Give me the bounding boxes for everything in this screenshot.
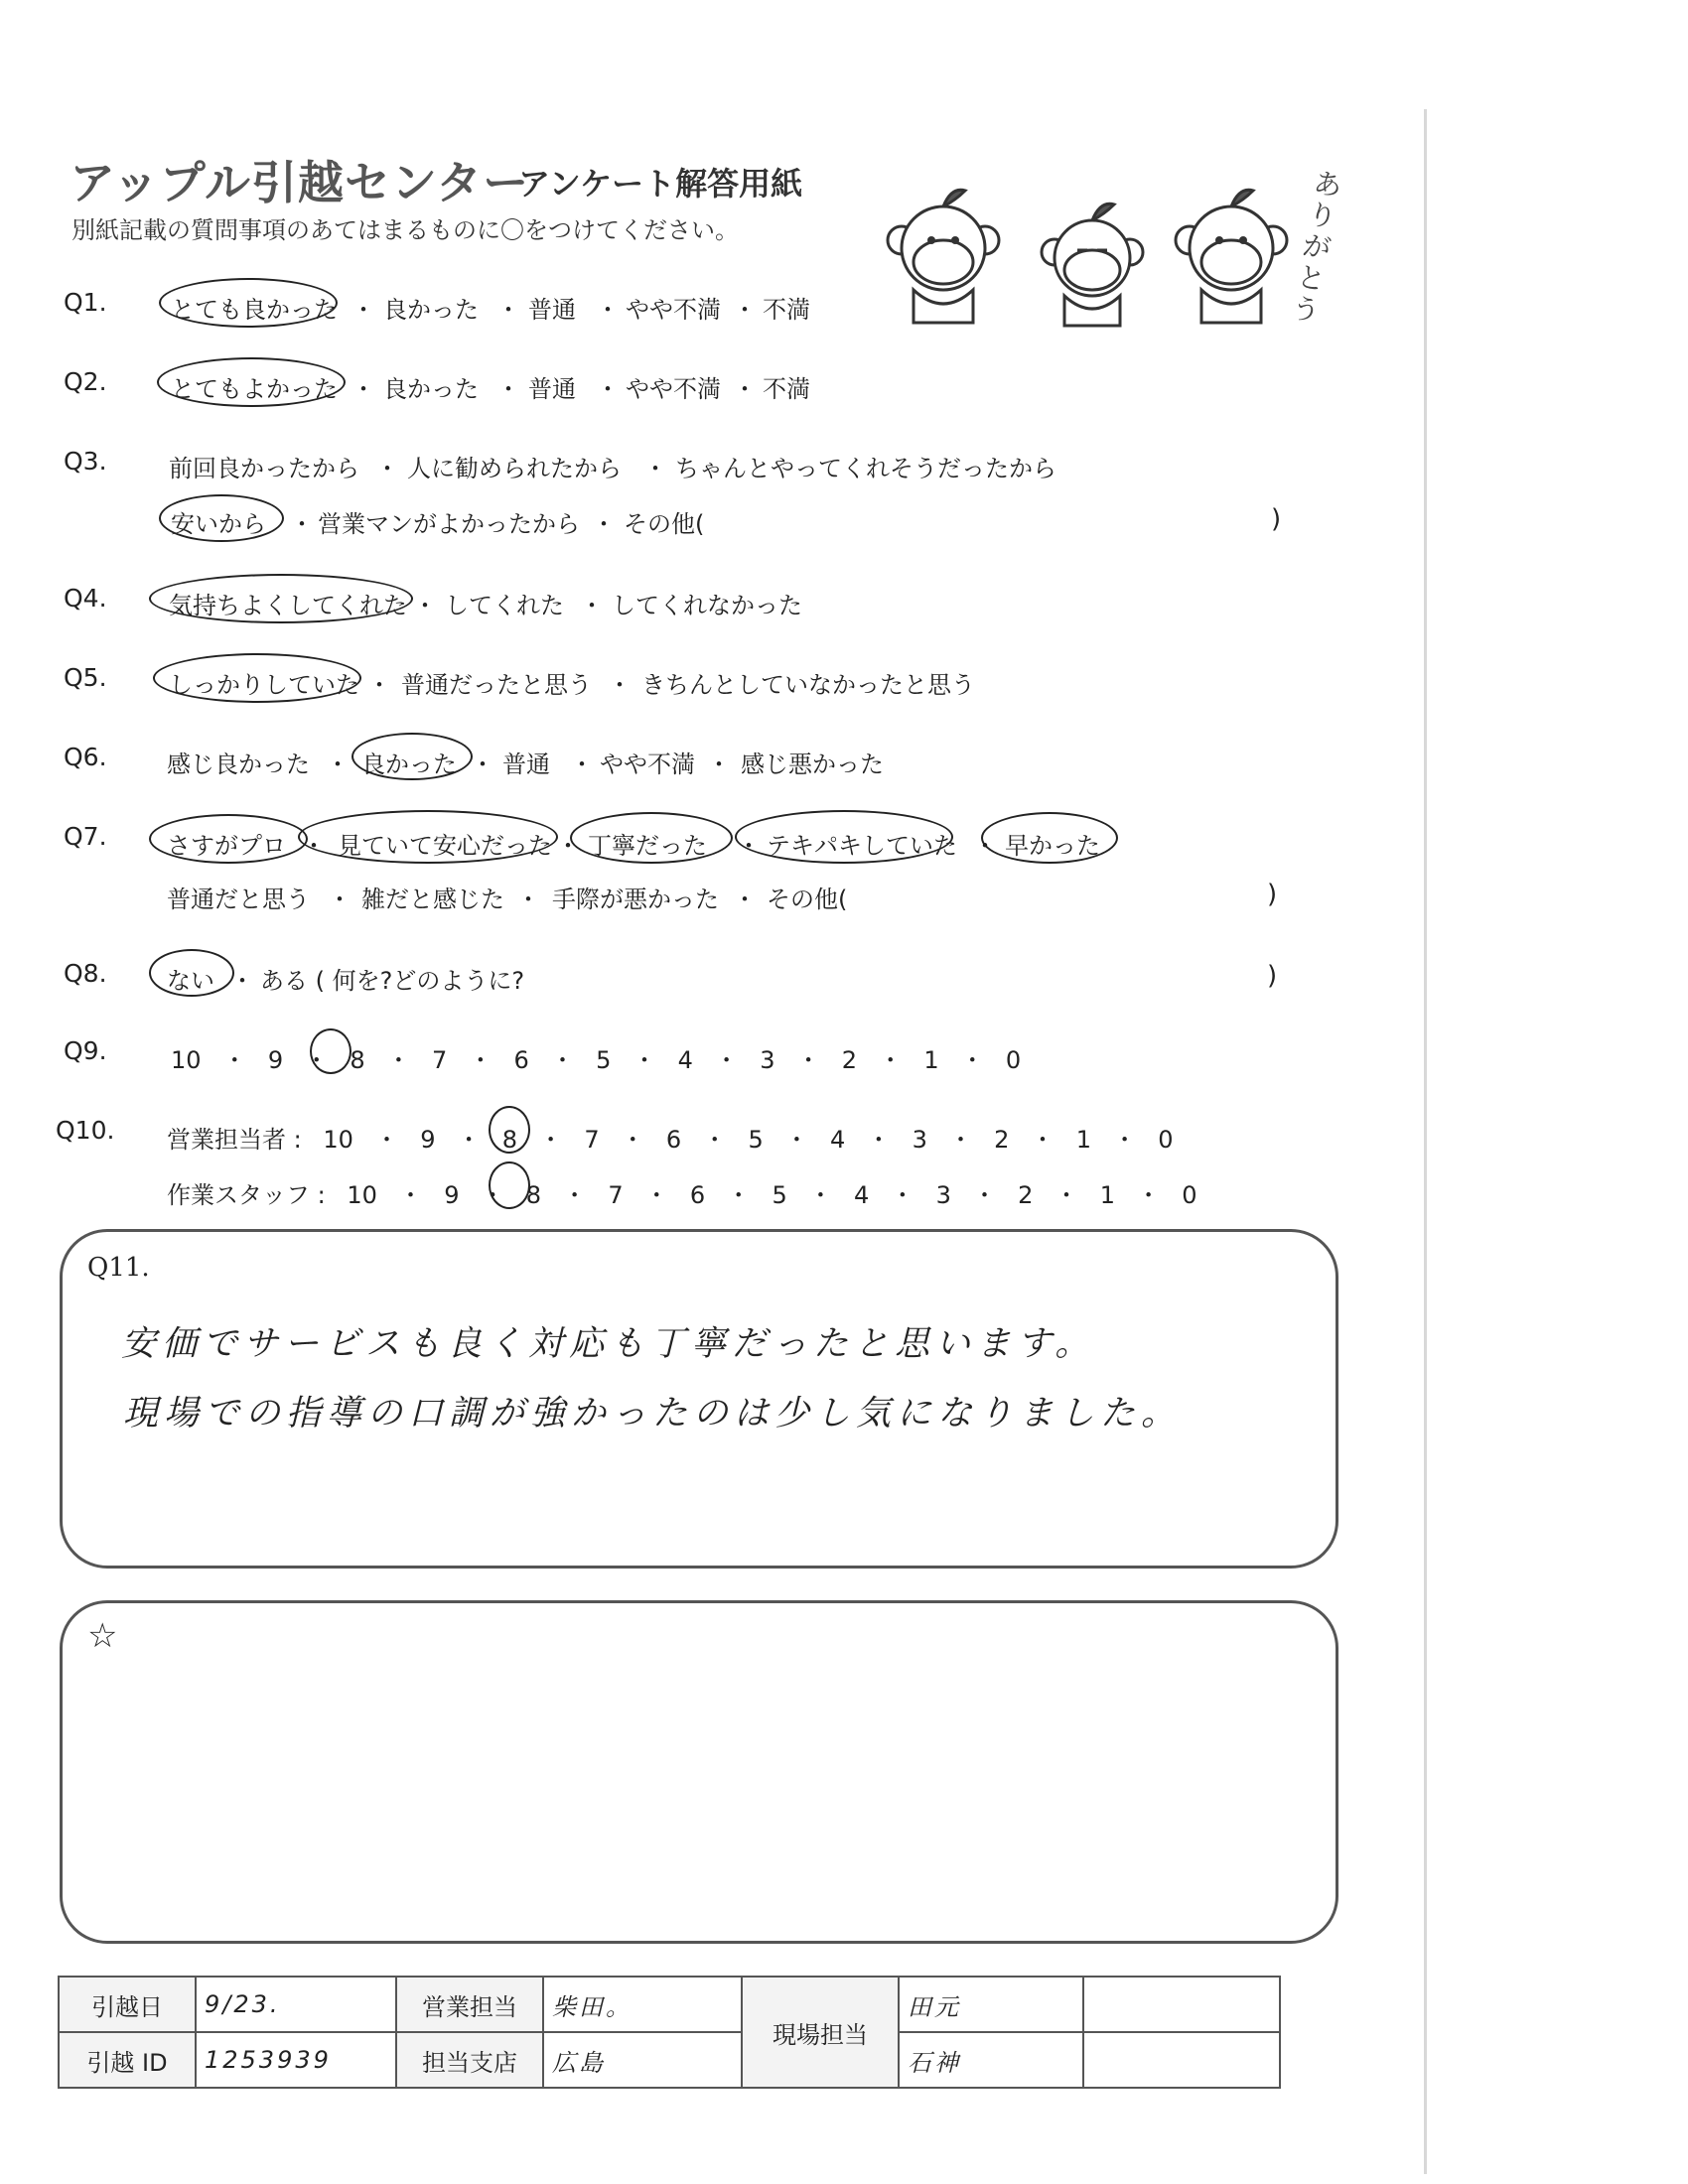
q10-staff-value-4[interactable]: 4 (854, 1181, 870, 1209)
site-value-2[interactable]: 石神 (899, 2032, 1083, 2088)
q6-dot: ・ (326, 751, 350, 778)
q1-label: Q1. (64, 288, 107, 317)
q2-option-3[interactable]: 普通 (528, 375, 576, 403)
q5-option-2[interactable]: 普通だったと思う (401, 671, 592, 699)
q3-option-6[interactable]: その他( (624, 510, 705, 538)
q7-selected-circle-1 (149, 814, 308, 864)
q4-label: Q4. (64, 584, 107, 613)
q4-option-2[interactable]: してくれた (445, 592, 564, 619)
q2-dot: ・ (496, 375, 520, 403)
q1-option-3[interactable]: 普通 (528, 296, 576, 324)
q2-dot: ・ (596, 375, 620, 403)
q9-dot: ・ (550, 1046, 575, 1074)
q7-option-3[interactable]: 丁寧だった (588, 832, 707, 860)
q9-dot: ・ (633, 1046, 656, 1074)
q4-dot: ・ (580, 592, 604, 619)
q10-dot: ・ (808, 1181, 833, 1209)
q2-dot: ・ (733, 375, 757, 403)
q7-dot: ・ (737, 832, 761, 860)
q6-option-1[interactable]: 感じ良かった (167, 751, 310, 778)
q10-sales-selected-circle (489, 1106, 530, 1154)
q6-option-5[interactable]: 感じ悪かった (741, 751, 884, 778)
q1-dot: ・ (596, 296, 620, 324)
q2-option-4[interactable]: やや不満 (626, 375, 721, 403)
q10-sales-value-6[interactable]: 6 (665, 1126, 682, 1154)
q6-selected-circle (352, 733, 473, 780)
q9-value-3[interactable]: 3 (760, 1046, 775, 1074)
company-title: アップル引越センター (70, 156, 530, 209)
q7-option-6[interactable]: 普通だと思う (167, 886, 310, 913)
q10-staff-value-9[interactable]: 9 (444, 1181, 460, 1209)
q10-dot: ・ (866, 1126, 891, 1154)
branch-value[interactable]: 広島 (543, 2032, 742, 2088)
q9-value-7[interactable]: 7 (431, 1046, 448, 1074)
q3-option-1[interactable]: 前回良かったから (169, 455, 359, 482)
q9-value-8[interactable]: 8 (350, 1046, 365, 1074)
q9-value-6[interactable]: 6 (513, 1046, 529, 1074)
q8-close-paren: ) (1267, 961, 1278, 991)
q9-selected-circle (310, 1028, 352, 1074)
branch-label: 担当支店 (396, 2032, 543, 2088)
q6-label: Q6. (64, 743, 107, 771)
q3-dot: ・ (375, 455, 399, 482)
q10-dot: ・ (784, 1126, 809, 1154)
q10-dot: ・ (1112, 1126, 1137, 1154)
q7-dot: ・ (328, 886, 352, 913)
q7-selected-circle-2 (298, 810, 558, 864)
q11-comment-line-2: 現場での指導の口調が強かったのは少し気になりました。 (123, 1394, 1183, 1433)
q10-sales-label: 営業担当者 : (167, 1126, 302, 1154)
q9-dot: ・ (304, 1046, 329, 1074)
q10-dot: ・ (702, 1126, 727, 1154)
q3-dot: ・ (643, 455, 667, 482)
site-extra-cell-1[interactable] (1083, 1977, 1280, 2032)
q5-option-3[interactable]: きちんとしていなかったと思う (641, 671, 975, 699)
move-date-value[interactable]: 9/23. (196, 1977, 396, 2032)
q7-selected-circle-3 (570, 812, 733, 864)
q10-sales-value-3[interactable]: 3 (912, 1126, 927, 1154)
q3-option-5[interactable]: 営業マンがよかったから (318, 510, 580, 538)
q10-dot: ・ (1136, 1181, 1161, 1209)
q7-selected-circle-5 (981, 812, 1118, 864)
q9-dot: ・ (222, 1046, 247, 1074)
q4-option-1[interactable]: 気持ちよくしてくれた (169, 592, 407, 619)
q3-dot: ・ (592, 510, 616, 538)
site-extra-cell-2[interactable] (1083, 2032, 1280, 2088)
q10-staff-value-1[interactable]: 1 (1099, 1181, 1115, 1209)
q2-label: Q2. (64, 367, 107, 396)
q10-dot: ・ (1055, 1181, 1079, 1209)
q1-option-1[interactable]: とても良かった (171, 296, 338, 324)
site-value-1[interactable]: 田元 (899, 1977, 1083, 2032)
q4-dot: ・ (413, 592, 437, 619)
q2-dot: ・ (352, 375, 375, 403)
q1-option-4[interactable]: やや不満 (626, 296, 721, 324)
q10-sales-value-8[interactable]: 8 (501, 1126, 518, 1154)
q7-dot: ・ (556, 832, 580, 860)
q10-dot: ・ (644, 1181, 669, 1209)
q10-staff-row[interactable] (167, 1175, 1211, 1210)
q7-dot: ・ (516, 886, 540, 913)
q10-dot: ・ (562, 1181, 587, 1209)
q11-comment-line-1: 安価でサービスも良く対応も丁寧だったと思います。 (121, 1324, 1096, 1364)
q10-staff-value-5[interactable]: 5 (772, 1181, 787, 1209)
q7-option-2[interactable]: 見ていて安心だった (338, 832, 552, 860)
q3-label: Q3. (64, 447, 107, 476)
q10-staff-value-8[interactable]: 8 (525, 1181, 542, 1209)
free-comment-box[interactable] (60, 1600, 1338, 1944)
q1-dot: ・ (496, 296, 520, 324)
q6-dot: ・ (471, 751, 494, 778)
q8-option-1[interactable]: ない (167, 967, 214, 995)
star-icon: ☆ (87, 1616, 118, 1656)
footer-info-table (58, 1976, 1281, 2089)
q10-sales-value-2[interactable]: 2 (994, 1126, 1010, 1154)
q1-dot: ・ (352, 296, 375, 324)
move-date-label: 引越日 (59, 1977, 196, 2032)
q1-dot: ・ (733, 296, 757, 324)
q10-dot: ・ (481, 1181, 505, 1209)
paper-edge (1424, 109, 1437, 2174)
q8-selected-circle (149, 949, 234, 997)
q10-staff-selected-circle (489, 1161, 530, 1209)
q3-option-2[interactable]: 人に勧められたから (407, 455, 622, 482)
q10-dot: ・ (726, 1181, 751, 1209)
q10-dot: ・ (538, 1126, 563, 1154)
q7-dot: ・ (302, 832, 326, 860)
q10-dot: ・ (890, 1181, 914, 1209)
q10-sales-value-1[interactable]: 1 (1075, 1126, 1091, 1154)
form-subtitle: アンケート解答用紙 (518, 165, 803, 203)
q2-option-2[interactable]: 良かった (383, 375, 479, 403)
q6-option-2[interactable]: 良かった (361, 751, 457, 778)
q9-label: Q9. (64, 1036, 107, 1065)
q6-dot: ・ (570, 751, 594, 778)
q7-option-7[interactable]: 雑だと感じた (361, 886, 504, 913)
q6-dot: ・ (707, 751, 731, 778)
q8-dot: ・ (230, 967, 254, 995)
q10-staff-value-6[interactable]: 6 (689, 1181, 706, 1209)
q10-staff-value-10[interactable]: 10 (347, 1181, 377, 1209)
q1-option-2[interactable]: 良かった (383, 296, 479, 324)
q7-option-1[interactable]: さすがプロ (167, 832, 286, 860)
q10-staff-value-3[interactable]: 3 (935, 1181, 951, 1209)
q10-dot: ・ (374, 1126, 399, 1154)
sales-label: 営業担当 (396, 1977, 543, 2032)
q9-dot: ・ (796, 1046, 821, 1074)
q5-label: Q5. (64, 663, 107, 692)
q2-option-1[interactable]: とてもよかった (171, 375, 338, 403)
monkey-mascots-illustration (874, 159, 1311, 338)
q6-option-3[interactable]: 普通 (502, 751, 550, 778)
q3-option-3[interactable]: ちゃんとやってくれそうだったから (675, 455, 1056, 482)
q10-sales-value-7[interactable]: 7 (584, 1126, 600, 1154)
q10-dot: ・ (948, 1126, 973, 1154)
q7-label: Q7. (64, 822, 107, 851)
q9-dot: ・ (714, 1046, 739, 1074)
q3-option-4[interactable]: 安いから (171, 510, 266, 538)
q10-sales-value-9[interactable]: 9 (420, 1126, 436, 1154)
q5-dot: ・ (608, 671, 632, 699)
q3-selected-circle (159, 494, 284, 542)
q2-option-5[interactable]: 不満 (763, 375, 810, 403)
sales-value[interactable]: 柴田。 (543, 1977, 742, 2032)
q10-staff-label: 作業スタッフ : (167, 1181, 326, 1209)
q10-sales-value-0[interactable]: 0 (1158, 1126, 1174, 1154)
q4-option-3[interactable]: してくれなかった (612, 592, 802, 619)
q8-label: Q8. (64, 959, 107, 988)
q7-dot: ・ (973, 832, 997, 860)
q11-label: Q11. (87, 1253, 150, 1283)
q10-dot: ・ (457, 1126, 482, 1154)
q9-value-2[interactable]: 2 (841, 1046, 858, 1074)
q9-value-4[interactable]: 4 (677, 1046, 693, 1074)
q10-staff-value-0[interactable]: 0 (1182, 1181, 1197, 1209)
q5-option-1[interactable]: しっかりしていた (169, 671, 359, 699)
q9-value-1[interactable]: 1 (923, 1046, 939, 1074)
q10-sales-row[interactable] (167, 1120, 1188, 1155)
q9-dot: ・ (468, 1046, 492, 1074)
q6-option-4[interactable]: やや不満 (600, 751, 695, 778)
q10-sales-value-5[interactable]: 5 (748, 1126, 764, 1154)
q9-dot: ・ (386, 1046, 411, 1074)
q10-sales-value-10[interactable]: 10 (323, 1126, 353, 1154)
q8-option-2[interactable]: ある ( 何を?どのように? (260, 967, 525, 995)
thanks-text: ありがとう (1289, 166, 1344, 329)
q10-sales-value-4[interactable]: 4 (830, 1126, 846, 1154)
q7-option-4[interactable]: テキパキしていた (767, 832, 957, 860)
q1-selected-circle (159, 278, 338, 328)
q7-option-5[interactable]: 早かった (1005, 832, 1100, 860)
q10-label: Q10. (56, 1116, 115, 1145)
q10-staff-value-2[interactable]: 2 (1018, 1181, 1034, 1209)
q9-value-9[interactable]: 9 (267, 1046, 284, 1074)
site-label: 現場担当 (742, 1977, 899, 2088)
q7-dot: ・ (733, 886, 757, 913)
q10-dot: ・ (398, 1181, 423, 1209)
move-id-value[interactable]: 1253939 (196, 2032, 396, 2088)
q3-close-paren: ) (1271, 504, 1282, 534)
q7-option-8[interactable]: 手際が悪かった (552, 886, 719, 913)
q9-value-10[interactable]: 10 (171, 1046, 202, 1074)
q9-value-5[interactable]: 5 (596, 1046, 612, 1074)
instruction-text: 別紙記載の質問事項のあてはまるものに〇をつけてください。 (71, 216, 739, 244)
q10-dot: ・ (972, 1181, 997, 1209)
q10-staff-value-7[interactable]: 7 (608, 1181, 624, 1209)
q4-selected-circle (149, 574, 413, 623)
q2-selected-circle (157, 357, 346, 407)
q1-option-5[interactable]: 不満 (763, 296, 810, 324)
q9-scale[interactable] (171, 1040, 1035, 1075)
q9-value-0[interactable]: 0 (1005, 1046, 1022, 1074)
q9-dot: ・ (960, 1046, 985, 1074)
q7-selected-circle-4 (735, 810, 953, 864)
q9-dot: ・ (878, 1046, 903, 1074)
q7-option-9[interactable]: その他( (767, 886, 848, 913)
q10-dot: ・ (1031, 1126, 1055, 1154)
move-id-label: 引越 ID (59, 2032, 196, 2088)
q5-dot: ・ (367, 671, 391, 699)
q7-close-paren: ) (1267, 880, 1278, 909)
q3-dot: ・ (290, 510, 314, 538)
q5-selected-circle (153, 653, 361, 703)
q10-dot: ・ (621, 1126, 645, 1154)
